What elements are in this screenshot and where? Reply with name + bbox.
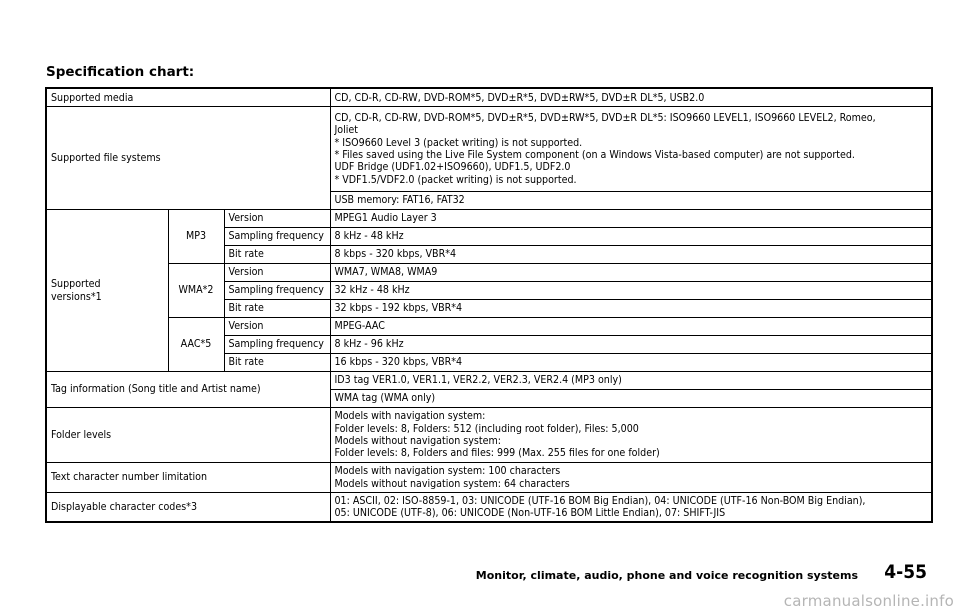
row-value-supported-media: CD, CD-R, CD-RW, DVD-ROM*5, DVD±R*5, DVD±RW*5, DVD±R DL*5, USB2.0 bbox=[330, 88, 932, 106]
value-line: * ISO9660 Level 3 (packet writing) is not supported. bbox=[334, 136, 583, 149]
value-sampling-frequency: 32 kHz - 48 kHz bbox=[330, 281, 932, 299]
value-line: Models without navigation system: 64 characters bbox=[334, 477, 570, 490]
value-version: MPEG-AAC bbox=[330, 317, 932, 335]
value-line: UDF Bridge (UDF1.02+ISO9660), UDF1.5, UDF2.0 bbox=[334, 161, 571, 174]
table-row bbox=[46, 371, 932, 389]
value-sampling-frequency: 8 kHz - 48 kHz bbox=[330, 227, 932, 245]
row-label-folder-levels: Folder levels bbox=[46, 407, 330, 462]
row-value-tag-id3: ID3 tag VER1.0, VER1.1, VER2.2, VER2.3, VER2.4 (MP3 only) bbox=[330, 371, 932, 389]
value-bit-rate: 32 kbps - 192 kbps, VBR*4 bbox=[330, 299, 932, 317]
row-label-text-limit: Text character number limitation bbox=[46, 462, 330, 492]
row-value-tag-wma: WMA tag (WMA only) bbox=[330, 389, 932, 407]
footer-section-title: Monitor, climate, audio, phone and voice recognition systems bbox=[475, 569, 858, 582]
table-row bbox=[46, 407, 932, 462]
specification-table bbox=[45, 87, 933, 523]
row-value-folder-levels bbox=[330, 407, 932, 462]
section-heading: Specification chart: bbox=[46, 64, 195, 80]
page-number: 4-55 bbox=[884, 561, 927, 583]
row-label-tag-information: Tag information (Song title and Artist name) bbox=[46, 371, 330, 407]
format-mp3: MP3 bbox=[168, 209, 224, 263]
table-row bbox=[46, 106, 932, 191]
value-line: Models with navigation system: 100 characters bbox=[334, 465, 561, 478]
value-version: MPEG1 Audio Layer 3 bbox=[330, 209, 932, 227]
table-row bbox=[46, 263, 932, 281]
row-label-file-systems: Supported file systems bbox=[46, 106, 330, 209]
value-line: 05: UNICODE (UTF-8), 06: UNICODE (Non-UTF-16 BOM Little Endian), 07: SHIFT-JIS bbox=[334, 507, 726, 520]
value-line: * Files saved using the Live File System component (on a Windows Vista-based computer) are not supported. bbox=[334, 149, 855, 161]
value-line: Joliet bbox=[334, 124, 359, 137]
format-wma: WMA*2 bbox=[168, 263, 224, 317]
value-line: Models without navigation system: bbox=[334, 435, 501, 447]
table-row bbox=[46, 209, 932, 227]
row-value-file-systems-disc bbox=[330, 106, 932, 191]
table-row bbox=[46, 492, 932, 522]
value-line: Models with navigation system: bbox=[334, 410, 486, 423]
value-bit-rate: 16 kbps - 320 kbps, VBR*4 bbox=[330, 353, 932, 371]
value-line: CD, CD-R, CD-RW, DVD-ROM*5, DVD±R*5, DVD±RW*5, DVD±R DL*5: ISO9660 LEVEL1, ISO9660 LEVEL2, Romeo, bbox=[334, 111, 876, 124]
label-line: Supported bbox=[51, 278, 101, 291]
param-bit-rate: Bit rate bbox=[224, 353, 330, 371]
param-sampling-frequency: Sampling frequency bbox=[224, 335, 330, 353]
param-sampling-frequency: Sampling frequency bbox=[224, 227, 330, 245]
value-line: 01: ASCII, 02: ISO-8859-1, 03: UNICODE (UTF-16 BOM Big Endian), 04: UNICODE (UTF-16 Non-BOM Big Endian), bbox=[334, 494, 866, 507]
param-sampling-frequency: Sampling frequency bbox=[224, 281, 330, 299]
value-bit-rate: 8 kbps - 320 kbps, VBR*4 bbox=[330, 245, 932, 263]
param-version: Version bbox=[224, 209, 330, 227]
param-bit-rate: Bit rate bbox=[224, 299, 330, 317]
table-row bbox=[46, 462, 932, 492]
format-aac: AAC*5 bbox=[168, 317, 224, 371]
param-version: Version bbox=[224, 317, 330, 335]
watermark: carmanualsonline.info bbox=[783, 592, 954, 610]
value-line: * VDF1.5/VDF2.0 (packet writing) is not supported. bbox=[334, 173, 577, 186]
row-value-file-systems-usb: USB memory: FAT16, FAT32 bbox=[330, 191, 932, 209]
table-row bbox=[46, 88, 932, 106]
table-row bbox=[46, 317, 932, 335]
value-line: Folder levels: 8, Folders and files: 999 (Max. 255 files for one folder) bbox=[334, 447, 660, 460]
value-sampling-frequency: 8 kHz - 96 kHz bbox=[330, 335, 932, 353]
param-version: Version bbox=[224, 263, 330, 281]
param-bit-rate: Bit rate bbox=[224, 245, 330, 263]
row-label-supported-versions bbox=[46, 209, 168, 371]
row-value-char-codes bbox=[330, 492, 932, 522]
row-label-char-codes: Displayable character codes*3 bbox=[46, 492, 330, 522]
row-label-supported-media: Supported media bbox=[46, 88, 330, 106]
value-version: WMA7, WMA8, WMA9 bbox=[330, 263, 932, 281]
row-value-text-limit bbox=[330, 462, 932, 492]
label-line: versions*1 bbox=[51, 290, 102, 303]
value-line: Folder levels: 8, Folders: 512 (including root folder), Files: 5,000 bbox=[334, 422, 639, 435]
